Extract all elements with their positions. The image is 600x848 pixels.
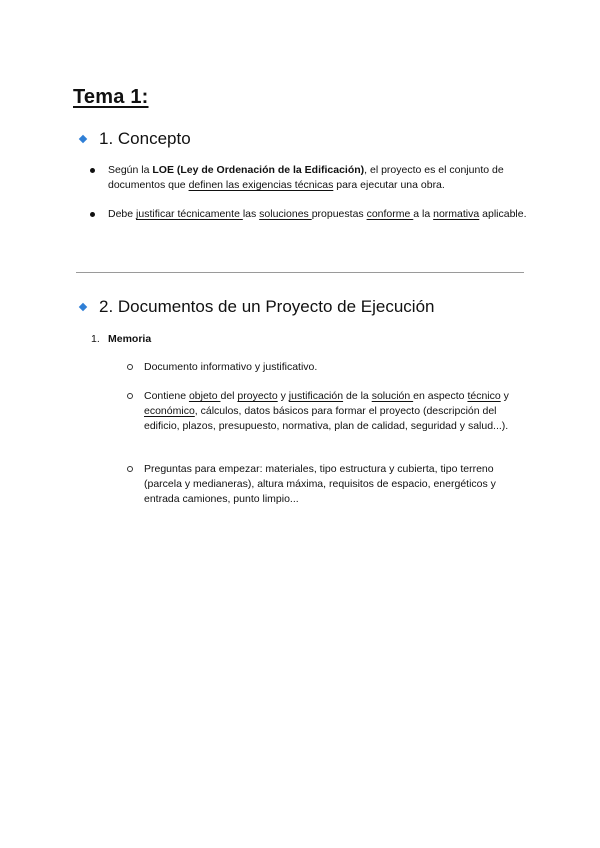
bullet-dot-icon: [90, 168, 95, 173]
text-run: a la: [413, 208, 434, 220]
section-heading-text: 1. Concepto: [99, 129, 191, 148]
underlined-text: conforme: [366, 208, 414, 220]
hollow-circle-bullet-icon: [127, 466, 133, 472]
sub-list-item: [144, 389, 526, 434]
hollow-circle-bullet-icon: [127, 364, 133, 370]
bullet-dot-icon: [90, 212, 95, 217]
text-run: propuestas: [311, 208, 367, 220]
text-run: y: [277, 390, 289, 402]
underlined-text: justificar técnicamente: [136, 208, 243, 220]
item-number: 1.: [91, 333, 100, 345]
text-run: en aspecto: [413, 390, 468, 402]
diamond-bullet-icon: [79, 303, 87, 311]
hollow-circle-bullet-icon: [127, 393, 133, 399]
text-run: del: [220, 390, 238, 402]
text-run: Contiene: [144, 390, 189, 402]
underlined-text: definen las exigencias técnicas: [188, 179, 334, 191]
list-item: [108, 163, 528, 193]
sub-list-item: [144, 462, 526, 507]
bold-text: LOE (Ley de Ordenación de la Edificación): [152, 164, 365, 176]
underlined-text: objeto: [188, 390, 221, 402]
text-run: las: [242, 208, 260, 220]
text-run: para ejecutar una obra.: [333, 179, 445, 191]
page-title: Tema 1:: [73, 86, 149, 108]
list-item: [108, 207, 528, 222]
item-label: Memoria: [108, 333, 152, 345]
text-run: , cálculos, datos básicos para formar el proyecto (descripción del edificio, plazos, presupuesto, normativa, plan de calidad, seguridad y salud...).: [144, 405, 509, 432]
underlined-text: solución: [371, 390, 414, 402]
text-run: , el proyecto es el conjunto de documentos que: [108, 164, 504, 191]
underlined-text: normativa: [433, 208, 480, 220]
section-heading-concepto: [78, 129, 191, 149]
text-run: y: [500, 390, 509, 402]
underlined-text: económico: [144, 405, 195, 417]
text-run: Según la: [108, 164, 153, 176]
section-heading-documentos: [78, 297, 434, 317]
text-run: Debe: [108, 208, 137, 220]
sub-list-item: [144, 360, 524, 375]
text-run: de la: [343, 390, 372, 402]
diamond-bullet-icon: [79, 135, 87, 143]
text-run: aplicable.: [479, 208, 527, 220]
numbered-item-memoria: [91, 333, 151, 345]
underlined-text: soluciones: [259, 208, 312, 220]
underlined-text: técnico: [467, 390, 501, 402]
horizontal-divider: [76, 272, 524, 273]
underlined-text: proyecto: [237, 390, 278, 402]
underlined-text: justificación: [288, 390, 344, 402]
text-run: Documento informativo y justificativo.: [144, 361, 318, 373]
text-run: Preguntas para empezar: materiales, tipo estructura y cubierta, tipo terreno (parcela y medianeras), altura máxima, requisitos de espacio, energéticos y entrada camiones, punto limpio...: [144, 463, 496, 505]
section-heading-text: 2. Documentos de un Proyecto de Ejecución: [99, 297, 435, 316]
